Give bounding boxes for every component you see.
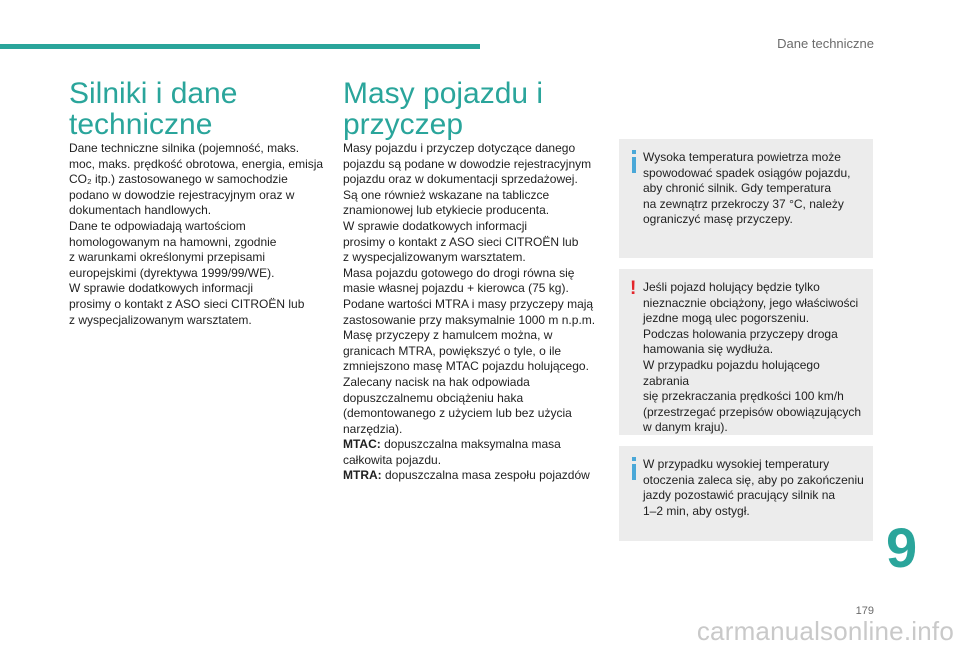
notice-line: W przypadku wysokiej temperatury <box>643 457 830 471</box>
mtra-text: dopuszczalna masa zespołu pojazdów <box>381 468 590 483</box>
warning-notice-text <box>643 280 869 436</box>
masses-line: z wyspecjalizowanym warsztatem. <box>343 250 526 265</box>
engines-line: CO₂ itp.) zastosowanego w samochodzie <box>69 172 288 187</box>
masses-line: narzędzia). <box>343 421 403 436</box>
notice-line: się przekraczania prędkości 100 km/h <box>643 389 844 404</box>
masses-line: Są one również wskazane na tabliczce <box>343 187 550 202</box>
engines-line: europejskimi (dyrektywa 1999/99/WE). <box>69 265 275 280</box>
notice-line: (przestrzegać przepisów obowiązujących <box>643 404 862 419</box>
info-icon <box>632 150 636 154</box>
notice-line: ograniczyć masę przyczepy. <box>643 212 793 227</box>
info-notice-cooling <box>619 446 873 541</box>
masses-line: granicach MTRA, powiększyć o tyle, o ile <box>343 343 562 358</box>
masses-line: masie własnej pojazdu + kierowca (75 kg). <box>343 281 569 296</box>
notice-line: aby chronić silnik. Gdy temperatura <box>643 181 832 196</box>
notice-line: w danym kraju). <box>643 420 728 435</box>
masses-line: dopuszczalnemu obciążeniu haka <box>343 390 524 405</box>
masses-line: znamionowej lub etykiecie producenta. <box>343 203 550 218</box>
engines-body <box>69 141 334 328</box>
masses-line: prosimy o kontakt z ASO sieci CITROËN lub <box>343 234 579 249</box>
mtac-definition <box>343 437 608 453</box>
engines-title-line-1: Silniki i dane <box>69 77 238 110</box>
masses-line: pojazdu oraz w dokumentacji sprzedażowej. <box>343 172 578 187</box>
info-notice-temperature <box>619 139 873 258</box>
engines-line: prosimy o kontakt z ASO sieci CITROËN lub <box>69 296 305 311</box>
masses-body <box>343 141 608 484</box>
notice-line: 1–2 min, aby ostygł. <box>643 503 750 518</box>
mtac-label: MTAC: <box>343 437 381 452</box>
engines-line: homologowanym na hamowni, zgodnie <box>69 234 277 249</box>
info-icon-bar <box>632 464 636 480</box>
notice-line: na zewnątrz przekroczy 37 °C, należy <box>643 196 844 211</box>
engines-title-line-2: techniczne <box>69 108 213 141</box>
masses-title <box>343 78 543 140</box>
watermark: carmanualsonline.info <box>696 616 954 646</box>
engines-line: moc, maks. prędkość obrotowa, energia, emisja <box>69 156 324 171</box>
engines-line: z warunkami określonymi przepisami <box>69 250 266 265</box>
chapter-color-bar <box>0 44 480 49</box>
warning-notice-towing <box>619 269 873 435</box>
engines-line: dokumentach handlowych. <box>69 203 212 218</box>
masses-line: (demontowanego z użyciem lub bez użycia <box>343 406 572 421</box>
info-icon <box>632 457 636 461</box>
notice-line: nieznacznie obciążony, jego właściwości <box>643 295 859 310</box>
chapter-number: 9 <box>886 516 918 579</box>
notice-line: W przypadku pojazdu holującego zabrania <box>643 357 820 388</box>
masses-line: W sprawie dodatkowych informacji <box>343 218 528 233</box>
engines-title <box>69 78 237 140</box>
info-icon-bar <box>632 157 636 173</box>
notice-line: jezdne mogą ulec pogorszeniu. <box>643 311 810 326</box>
masses-line: pojazdu są podane w dowodzie rejestracyjnym <box>343 156 592 171</box>
mtac-definition-cont: całkowita pojazdu. <box>343 452 442 467</box>
notice-line: Wysoka temperatura powietrza może <box>643 150 841 164</box>
notice-line: jazdy pozostawić pracujący silnik na <box>643 488 836 503</box>
warning-icon: ! <box>630 278 637 299</box>
section-header: Dane techniczne <box>777 36 874 51</box>
info-notice-text <box>643 150 869 228</box>
masses-line: Podane wartości MTRA i masy przyczepy mają <box>343 296 594 311</box>
notice-line: hamowania się wydłuża. <box>643 342 774 357</box>
notice-line: Jeśli pojazd holujący będzie tylko <box>643 280 820 294</box>
info-notice-text <box>643 457 869 519</box>
masses-line: Masę przyczepy z hamulcem można, w <box>343 328 553 343</box>
masses-line: zmniejszono masę MTAC pojazdu holującego. <box>343 359 589 374</box>
masses-line: Masy pojazdu i przyczep dotyczące danego <box>343 141 576 155</box>
notice-line: Podczas holowania przyczepy droga <box>643 326 838 341</box>
engines-line: Dane te odpowiadają wartościom <box>69 218 246 233</box>
mtra-label: MTRA: <box>343 468 382 483</box>
notice-line: otoczenia zaleca się, aby po zakończeniu <box>643 472 864 487</box>
engines-line: z wyspecjalizowanym warsztatem. <box>69 312 252 327</box>
page-number: 179 <box>855 605 874 617</box>
mtra-definition <box>343 468 608 484</box>
masses-title-line-2: przyczep <box>343 108 464 141</box>
masses-line: Masa pojazdu gotowego do drogi równa się <box>343 265 575 280</box>
masses-line: zastosowanie przy maksymalnie 1000 m n.p.m. <box>343 312 596 327</box>
engines-line: Dane techniczne silnika (pojemność, maks. <box>69 141 300 155</box>
notice-line: spowodować spadek osiągów pojazdu, <box>643 165 851 180</box>
mtac-text: dopuszczalna maksymalna masa <box>380 437 561 452</box>
masses-title-line-1: Masy pojazdu i <box>343 77 544 110</box>
engines-line: W sprawie dodatkowych informacji <box>69 281 254 296</box>
masses-line: Zalecany nacisk na hak odpowiada <box>343 374 530 389</box>
engines-line: podano w dowodzie rejestracyjnym oraz w <box>69 187 295 202</box>
